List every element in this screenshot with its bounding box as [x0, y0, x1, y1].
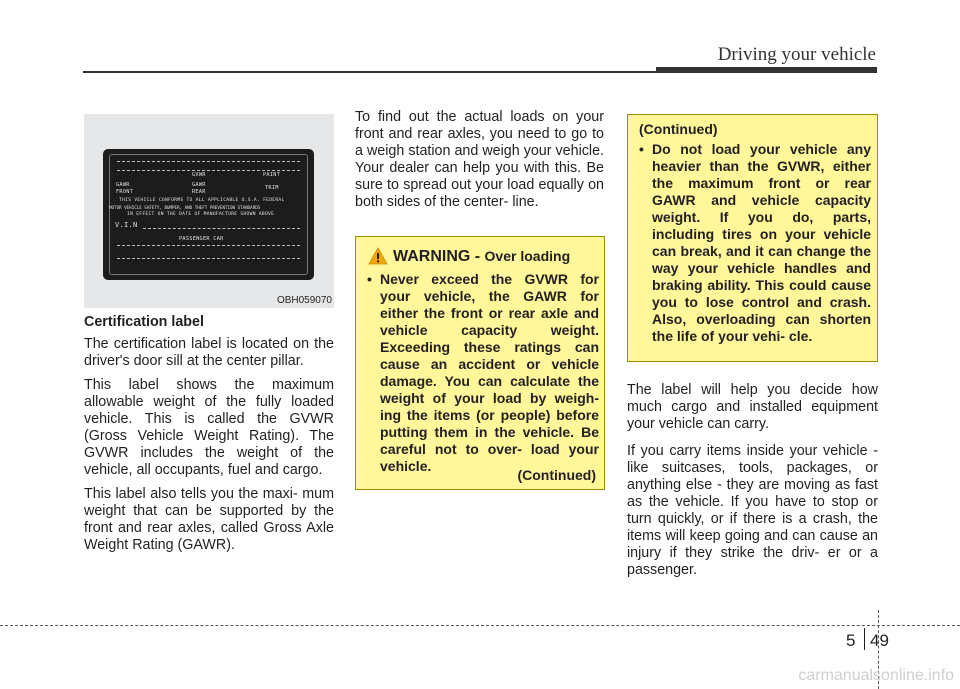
certification-label-figure: [84, 114, 334, 308]
plate-gawr-front: GAWR: [116, 182, 130, 188]
warning-title: WARNING -: [393, 248, 485, 265]
col1-paragraph-3: This label also tells you the maxi- mum weight that can be supported by the front and rear axles, called Gross Axle Weight Rating (GAWR).: [84, 486, 334, 553]
col1-paragraph-2: This label shows the maximum allowable weight of the fully loaded vehicle. This is called the GVWR (Gross Vehicle Weight Rating). The GVWR includes the weight of the vehicle, all occupants, fuel and cargo.: [84, 377, 334, 478]
col1-paragraph-1: The certification label is located on the driver's door sill at the center pillar.: [84, 336, 334, 369]
warning-continued: (Continued): [517, 467, 596, 483]
header-rule-accent: [656, 67, 877, 73]
plate-passenger-car: PASSENGER CAR: [179, 236, 224, 242]
plate-line2: MOTOR VEHICLE SAFETY, BUMPER, AND THEFT PREVENTION STANDARDS: [109, 205, 261, 210]
plate-gvwr: GVWR: [192, 172, 206, 178]
plate-line1: THIS VEHICLE CONFORMS TO ALL APPLICABLE U.S.A. FEDERAL: [119, 198, 285, 203]
warning-subtitle: Over loading: [484, 248, 571, 264]
warning-box: [355, 236, 605, 490]
col3-paragraph-2: If you carry items inside your vehicle - like suitcases, tools, packages, or anything else - they are moving as fast as the vehicle. If you have to stop or turn quickly, or if there is a crash, the items will keep going and can cause an injury if they strike the driv- er or a passenger.: [627, 443, 878, 578]
continued-text: Do not load your vehicle any heavier than the GVWR, either the maximum front or rear GAWR and vehicle capacity weight. If you do, parts, including tires on your vehicle can break, and it can change the way your vehicle handles and braking ability. This could cause you to lose control and crash. Also, overloading can shorten the life of your vehi- cle.: [652, 141, 871, 344]
warning-body: [367, 271, 599, 475]
warning-bullet: •: [367, 271, 372, 287]
section-number: 5: [846, 631, 856, 650]
continued-bullet: •: [639, 141, 644, 157]
watermark: carmanualsonline.info: [798, 667, 954, 684]
col3-paragraph-1: The label will help you decide how much cargo and installed equipment your vehicle can carry.: [627, 382, 878, 432]
plate-trim: TRIM: [265, 185, 279, 191]
certification-label-plate: [103, 149, 314, 280]
plate-vin: V.I.N: [115, 221, 138, 229]
footer-rule: [0, 625, 960, 626]
figure-caption: OBH059070: [276, 295, 332, 306]
column-1: [84, 314, 334, 561]
page-header-title: Driving your vehicle: [717, 44, 876, 65]
warning-heading: [393, 248, 570, 265]
plate-line3: IN EFFECT ON THE DATE OF MANUFACTURE SHOWN ABOVE: [127, 212, 275, 217]
plate-gawr-rear: GAWR: [192, 182, 206, 188]
plate-paint: PAINT: [263, 172, 281, 178]
page-number-divider: [864, 628, 865, 650]
continued-heading: (Continued): [639, 121, 718, 137]
continued-body: [639, 141, 871, 345]
continued-warning-box: [627, 114, 878, 362]
col2-paragraph-1: To find out the actual loads on your front and rear axles, you need to go to a weigh station and weigh your vehicle. Your dealer can help you with this. Be sure to spread out your load equally on both sides of the center- line.: [355, 109, 604, 210]
warning-triangle-icon: [368, 247, 388, 265]
certification-label-heading: Certification label: [84, 314, 204, 330]
plate-rear: REAR: [192, 189, 206, 195]
page-number: 49: [870, 631, 889, 650]
plate-front: FRONT: [116, 189, 134, 195]
warning-text: Never exceed the GVWR for your vehicle, the GAWR for either the front or rear axle and vehicle capacity weight. Exceeding these ratings can cause an accident or vehicle damage. You can calculate the weight of your load by weigh- ing the items (or people) before putting them in the vehicle. Be careful not to over- load your vehicle.: [380, 271, 599, 474]
